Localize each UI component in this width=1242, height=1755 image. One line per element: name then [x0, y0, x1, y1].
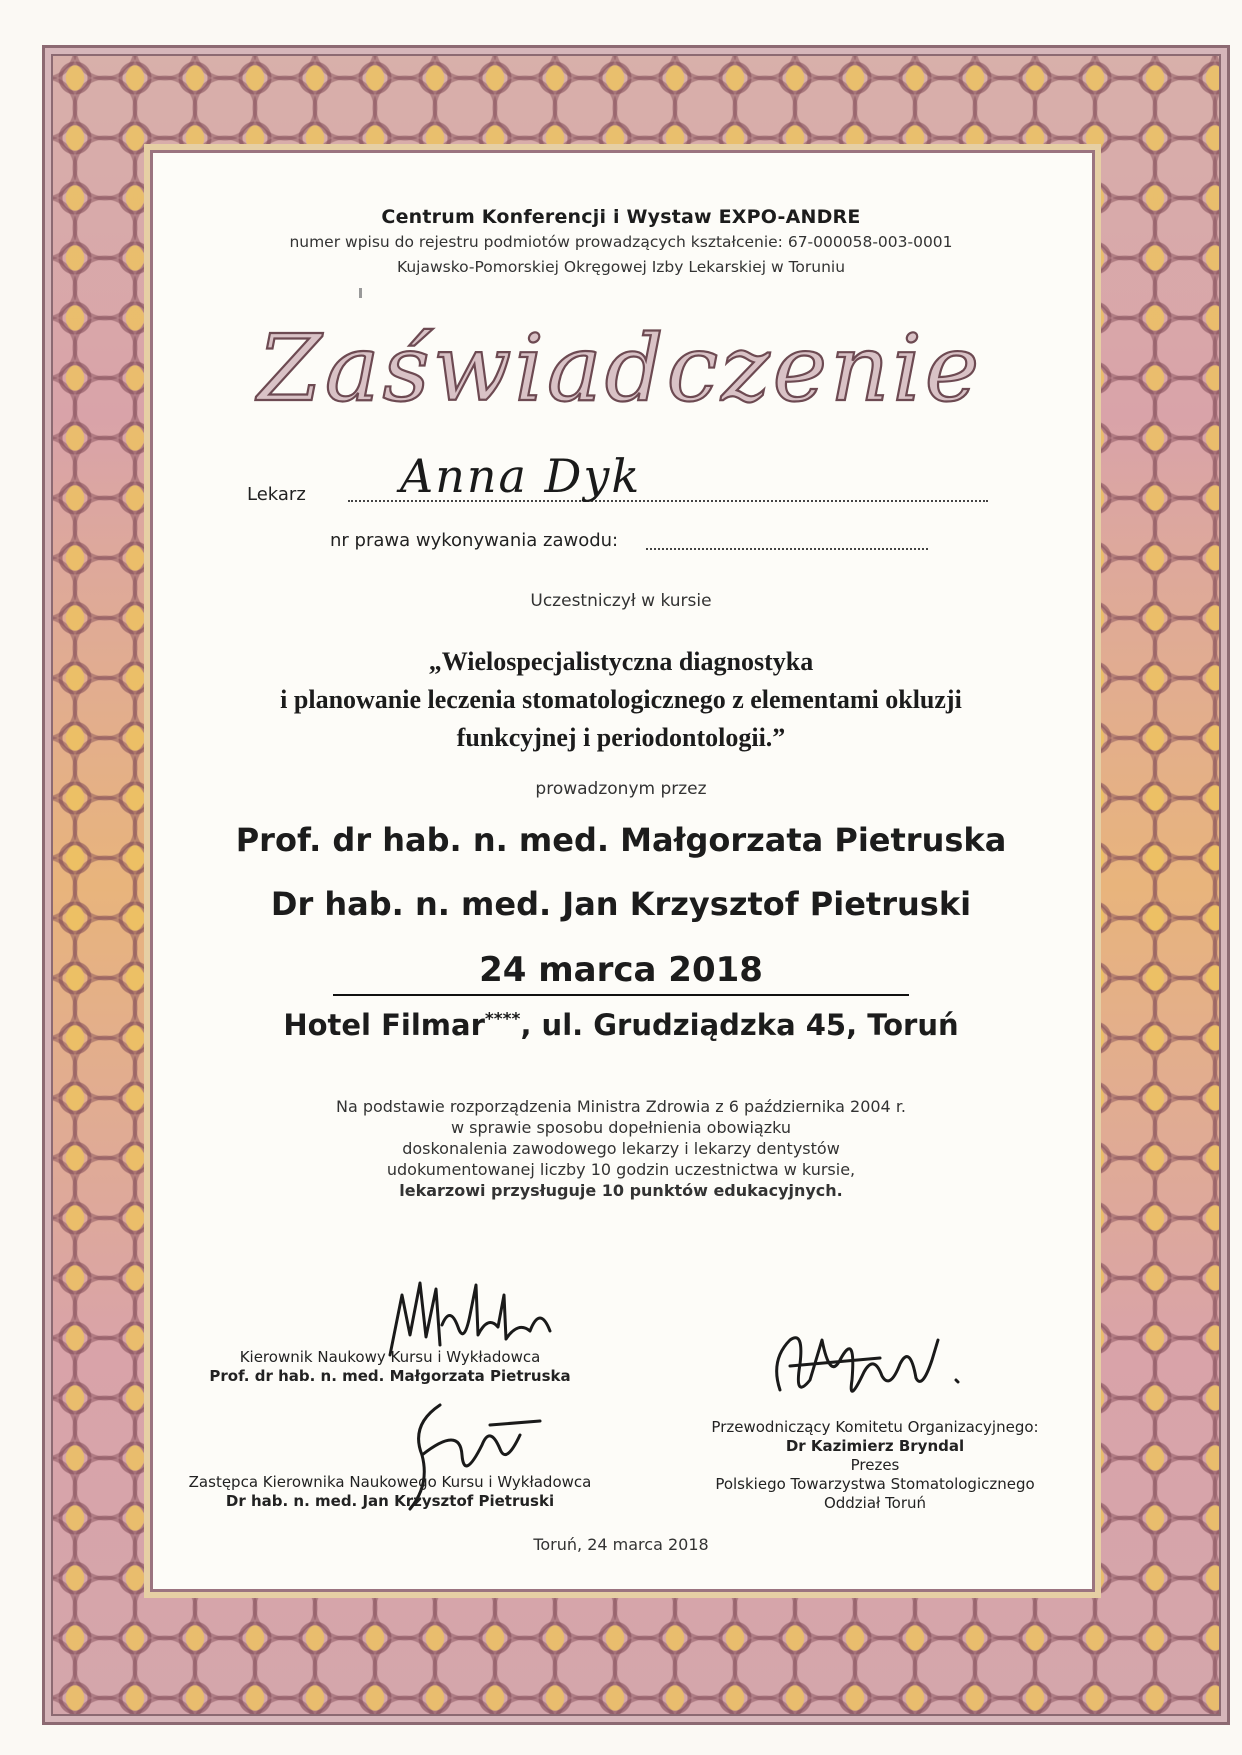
signature-title: Prezes [850, 1456, 900, 1474]
signature-name: Dr Kazimierz Bryndal [785, 1437, 965, 1455]
certificate-title-svg [250, 300, 990, 430]
signature-block-deputy-head [180, 1473, 600, 1511]
venue-stars: **** [484, 1009, 521, 1030]
license-number-line [646, 548, 928, 550]
venue-hotel: Hotel Filmar [283, 1008, 485, 1042]
organization-name: Centrum Konferencji i Wystaw EXPO-ANDRE [381, 206, 861, 228]
legal-line-3: doskonalenia zawodowego lekarzy i lekarzy dentystów [402, 1139, 840, 1158]
certificate-title-text: Zaświadczenie [257, 315, 983, 422]
registry-line: numer wpisu do rejestru podmiotów prowadzących kształcenie: 67-000058-003-0001 [289, 233, 953, 251]
led-by-label: prowadzonym przez [535, 779, 707, 799]
course-date: 24 marca 2018 [479, 950, 763, 990]
signature-name: Dr hab. n. med. Jan Krzysztof Pietruski [225, 1492, 555, 1510]
instructor-2: Dr hab. n. med. Jan Krzysztof Pietruski [270, 885, 972, 923]
recipient-name-handwritten [390, 440, 720, 510]
signature-role: Kierownik Naukowy Kursu i Wykładowca [239, 1348, 541, 1366]
instructor-1: Prof. dr hab. n. med. Małgorzata Pietruska [235, 821, 1007, 859]
place-and-date: Toruń, 24 marca 2018 [533, 1535, 709, 1554]
course-title-line-3: funkcyjnej i periodontologii.” [456, 723, 786, 752]
chamber-line: Kujawsko-Pomorskiej Okręgowej Izby Lekarskiej w Toruniu [396, 258, 846, 276]
legal-line-2: w sprawie sposobu dopełnienia obowiązku [450, 1118, 792, 1137]
course-venue [0, 1008, 1242, 1042]
signature-block-scientific-head [200, 1348, 580, 1386]
legal-line-1: Na podstawie rozporządzenia Ministra Zdrowia z 6 października 2004 r. [335, 1097, 907, 1116]
participation-label: Uczestniczył w kursie [530, 591, 712, 611]
signature-bryndal [760, 1320, 980, 1410]
venue-address: , ul. Grudziądzka 45, Toruń [520, 1008, 959, 1042]
certificate-title [250, 300, 990, 430]
legal-line-4: udokumentowanej liczby 10 godzin uczestnictwa w kursie, [386, 1160, 856, 1179]
date-underline [333, 994, 909, 996]
signature-branch: Oddział Toruń [823, 1494, 927, 1512]
signature-role: Przewodniczący Komitetu Organizacyjnego: [711, 1418, 1039, 1436]
signature-organization: Polskiego Towarzystwa Stomatologicznego [715, 1475, 1035, 1493]
signature-name: Prof. dr hab. n. med. Małgorzata Pietruska [209, 1367, 571, 1385]
signature-role: Zastępca Kierownika Naukowego Kursu i Wykładowca [188, 1473, 592, 1491]
signature-block-organizing-chair [680, 1418, 1070, 1513]
legal-line-5: lekarzowi przysługuje 10 punktów edukacyjnych. [399, 1181, 843, 1200]
recipient-name: Anna Dyk [400, 449, 642, 503]
course-title-line-2: i planowanie leczenia stomatologicznego z elementami okluzji [280, 685, 962, 714]
license-label: nr prawa wykonywania zawodu: [330, 530, 619, 551]
recipient-label: Lekarz [247, 484, 306, 505]
course-title-line-1: „Wielospecjalistyczna diagnostyka [428, 647, 814, 676]
scan-speck [359, 288, 362, 298]
